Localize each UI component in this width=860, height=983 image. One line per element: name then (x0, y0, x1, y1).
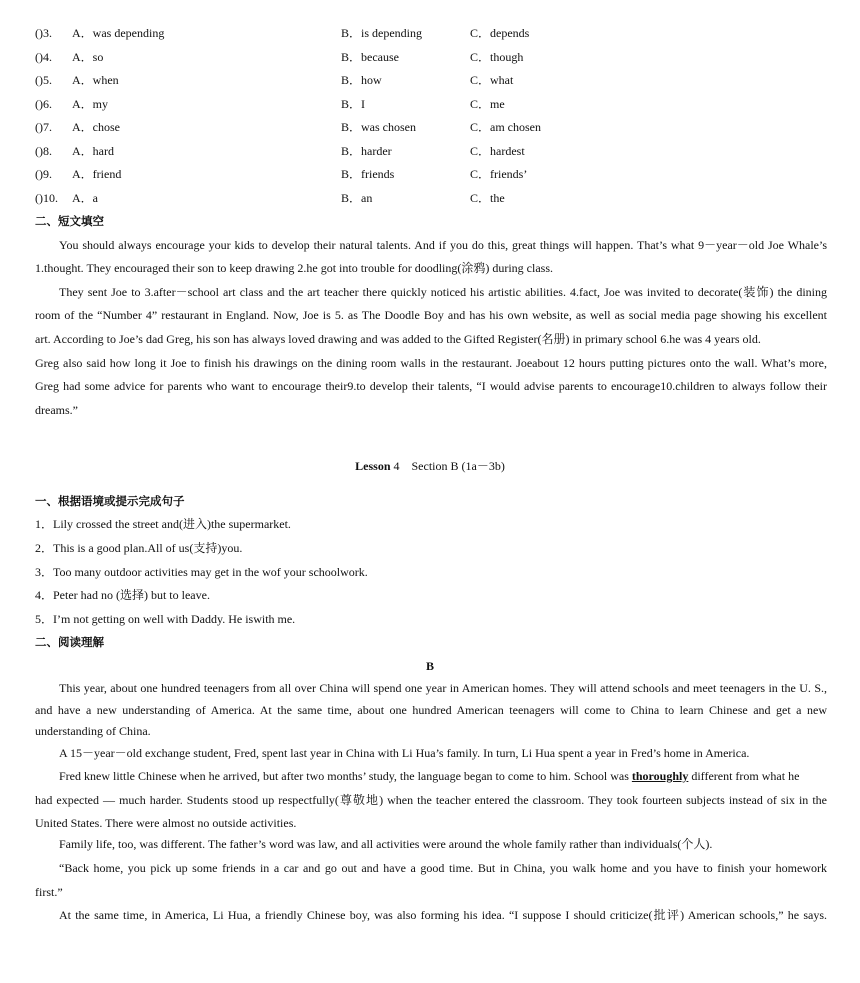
section-heading: 二、短文填空 (35, 214, 104, 228)
option-b: B．how (341, 73, 382, 87)
section-heading: 一、根据语境或提示完成句子 (35, 494, 185, 508)
question-number: ()10. (35, 191, 58, 205)
question-number: ()9. (35, 167, 52, 181)
underlined-word: thoroughly (631, 769, 689, 783)
option-row (0, 117, 860, 137)
passage-line: This year, about one hundred teenagers from all over China will spend one year in American homes. They will attend schools and meet teenagers in the U. S., (59, 681, 827, 695)
lesson-label: Lesson (355, 459, 391, 473)
passage-line (59, 766, 827, 786)
lesson-title (0, 456, 860, 476)
question-number: ()3. (35, 26, 52, 40)
passage-line: United States. There were almost no outside activities. (35, 816, 297, 830)
option-row (0, 188, 860, 208)
option-b: B．an (341, 191, 373, 205)
option-a: A．hard (72, 144, 114, 158)
passage-line: understanding of China. (35, 724, 151, 738)
option-b: B．because (341, 50, 399, 64)
passage-line: “Back home, you pick up some friends in a car and go out and have a good time. But in China, you walk home and you have to finish your homework (59, 861, 827, 875)
passage-segment: Fred knew little Chinese when he arrived, but after two months’ study, the language began to come to him. School was (59, 769, 632, 783)
option-b: B．was chosen (341, 120, 416, 134)
option-b: B．is depending (341, 26, 422, 40)
option-row (0, 94, 860, 114)
option-c: C．though (470, 50, 524, 64)
option-c: C．am chosen (470, 120, 541, 134)
option-row (0, 164, 860, 184)
passage-line: Greg had some advice for parents who want to encourage their9.to develop their talents, “I would advise parents to encourage10.children to always follow their (35, 379, 827, 393)
passage-line: room of the “Number 4” restaurant in England. Now, Joe is 5. as The Doodle Boy and has his own website, as well as social media page showing his excellent (35, 308, 827, 322)
passage-line: Greg also said how long it Joe to finish his drawings on the dining room walls in the restaurant. Joeabout 12 hours putting pictures onto the wall. What’s more, (35, 356, 827, 370)
option-a: A．a (72, 191, 98, 205)
option-c: C．what (470, 73, 514, 87)
passage-line: and have a new understanding of America. At the same time, about one hundred American teenagers will come to China to learn Chinese and get a new (35, 703, 827, 717)
lesson-section: 4 Section B (1a－3b) (390, 459, 505, 473)
option-c: C．friends’ (470, 167, 528, 181)
option-b: B．friends (341, 167, 395, 181)
passage-line: At the same time, in America, Li Hua, a friendly Chinese boy, was also forming his idea. “I suppose I should criticize(批评) American schools,” he says. (59, 908, 827, 922)
exercise-sentence: 1．Lily crossed the street and(进入)the supermarket. (35, 517, 291, 531)
option-c: C．the (470, 191, 505, 205)
question-number: ()4. (35, 50, 52, 64)
reading-label: B (425, 659, 434, 673)
option-c: C．hardest (470, 144, 525, 158)
section-heading: 二、阅读理解 (35, 635, 104, 649)
exercise-sentence: 3．Too many outdoor activities may get in the wof your schoolwork. (35, 565, 368, 579)
exercise-sentence: 5．I’m not getting on well with Daddy. He iswith me. (35, 612, 296, 626)
option-b: B．harder (341, 144, 392, 158)
option-a: A．was depending (72, 26, 165, 40)
option-c: C．depends (470, 26, 530, 40)
passage-line: 1.thought. They encouraged their son to keep drawing 2.he got into trouble for doodling(涂鸦) during class. (35, 261, 554, 275)
option-a: A．friend (72, 167, 122, 181)
option-row (0, 47, 860, 67)
passage-line: Family life, too, was different. The father’s word was law, and all activities were around the whole family rather than individuals(个人). (59, 837, 713, 851)
passage-line: They sent Joe to 3.after－school art class and the art teacher there quickly noticed his artistic abilities. 4.fact, Joe was invited to decorate(装饰) the dining (59, 285, 827, 299)
passage-line: dreams.” (35, 403, 78, 417)
option-a: A．when (72, 73, 119, 87)
option-b: B．I (341, 97, 366, 111)
question-number: ()8. (35, 144, 52, 158)
exercise-sentence: 4．Peter had no (选择) but to leave. (35, 588, 210, 602)
question-number: ()6. (35, 97, 52, 111)
option-row (0, 23, 860, 43)
option-c: C．me (470, 97, 505, 111)
option-a: A．so (72, 50, 104, 64)
passage-line: had expected — much harder. Students stood up respectfully(尊敬地) when the teacher entered the classroom. They took fourteen subjects instead of six in the (35, 793, 827, 807)
passage-line: first.” (35, 885, 63, 899)
option-a: A．my (72, 97, 109, 111)
question-number: ()7. (35, 120, 52, 134)
exercise-sentence: 2．This is a good plan.All of us(支持)you. (35, 541, 243, 555)
passage-line: You should always encourage your kids to develop their natural talents. And if you do this, great things will happen. That’s what 9－year－old Joe Whale’s (59, 238, 827, 252)
passage-line: art. According to Joe’s dad Greg, his son has always loved drawing and was added to the Gifted Register(名册) in primary school 6.he was 4 years old. (35, 332, 761, 346)
option-row (0, 141, 860, 161)
passage-line: A 15－year－old exchange student, Fred, spent last year in China with Li Hua’s family. In turn, Li Hua spent a year in Fred’s home in America. (59, 746, 750, 760)
passage-segment: different from what he (688, 769, 800, 783)
option-row (0, 70, 860, 90)
question-number: ()5. (35, 73, 52, 87)
option-a: A．chose (72, 120, 120, 134)
